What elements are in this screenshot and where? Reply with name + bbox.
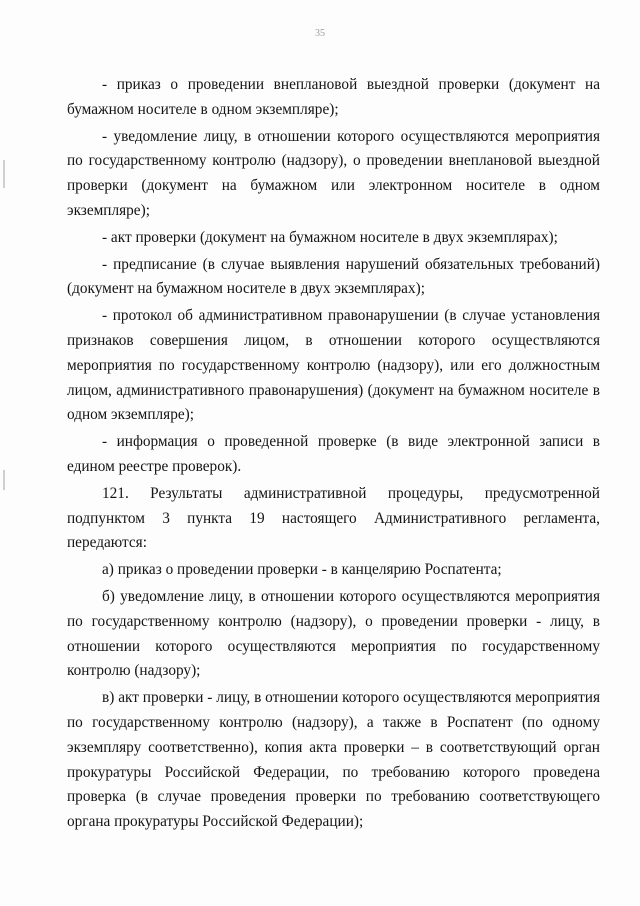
page-number: 35 xyxy=(315,28,325,39)
paragraph-inspection-act: - акт проверки (документ на бумажном носителе в двух экземплярах); xyxy=(102,228,558,246)
paragraph-prescription: - предписание (в случае выявления нарушений обязательных требований) (документ на бумажном носителе в двух экземплярах); xyxy=(67,255,600,298)
paragraph-121-v: в) акт проверки - лицу, в отношении которого осуществляются мероприятия по государственному контролю (надзору), а также в Роспатент (по одному экземпляру соответственно), копия акта проверки – в соответствующий орган прокуратуры Российской Федерации, по требованию которого проведена проверка (в случае проведения проверки по требованию соответствующего органа прокуратуры Российской Федерации); xyxy=(67,689,600,831)
paragraph-order: - приказ о проведении внеплановой выездной проверки (документ на бумажном носителе в одном экземпляре); xyxy=(67,76,600,118)
paragraph-notification: - уведомление лицу, в отношении которого осуществляются мероприятия по государственному контролю (надзору), о проведении внеплановой выездной проверки (документ на бумажном или электронном носителе в одном экземпляре); xyxy=(67,127,600,219)
paragraph-protocol: - протокол об административном правонарушении (в случае установления признаков совершения лицом, в отношении которого осуществляются мероприятия по государственному контролю (надзору), или его должностным лицом, административного правонарушения) (документ на бумажном носителе в одном экземпляре); xyxy=(67,307,600,424)
paragraph-information: - информация о проведенной проверке (в виде электронной записи в едином реестре проверок). xyxy=(67,433,600,475)
paragraph-121-a: а) приказ о проведении проверки - в канцелярию Роспатента; xyxy=(102,561,502,579)
document-body xyxy=(67,73,600,837)
paragraph-121-b: б) уведомление лицу, в отношении которого осуществляются мероприятия по государственному контролю (надзору), о проведении проверки - лицу, в отношении которого осуществляются мероприятия по государственному контролю (надзору); xyxy=(67,587,600,680)
scan-edge-mark xyxy=(3,470,5,490)
scan-edge-mark xyxy=(3,160,5,188)
paragraph-121: 121. Результаты административной процедуры, предусмотренной подпунктом 3 пункта 19 настоящего Административного регламента, передаются: xyxy=(67,484,600,552)
